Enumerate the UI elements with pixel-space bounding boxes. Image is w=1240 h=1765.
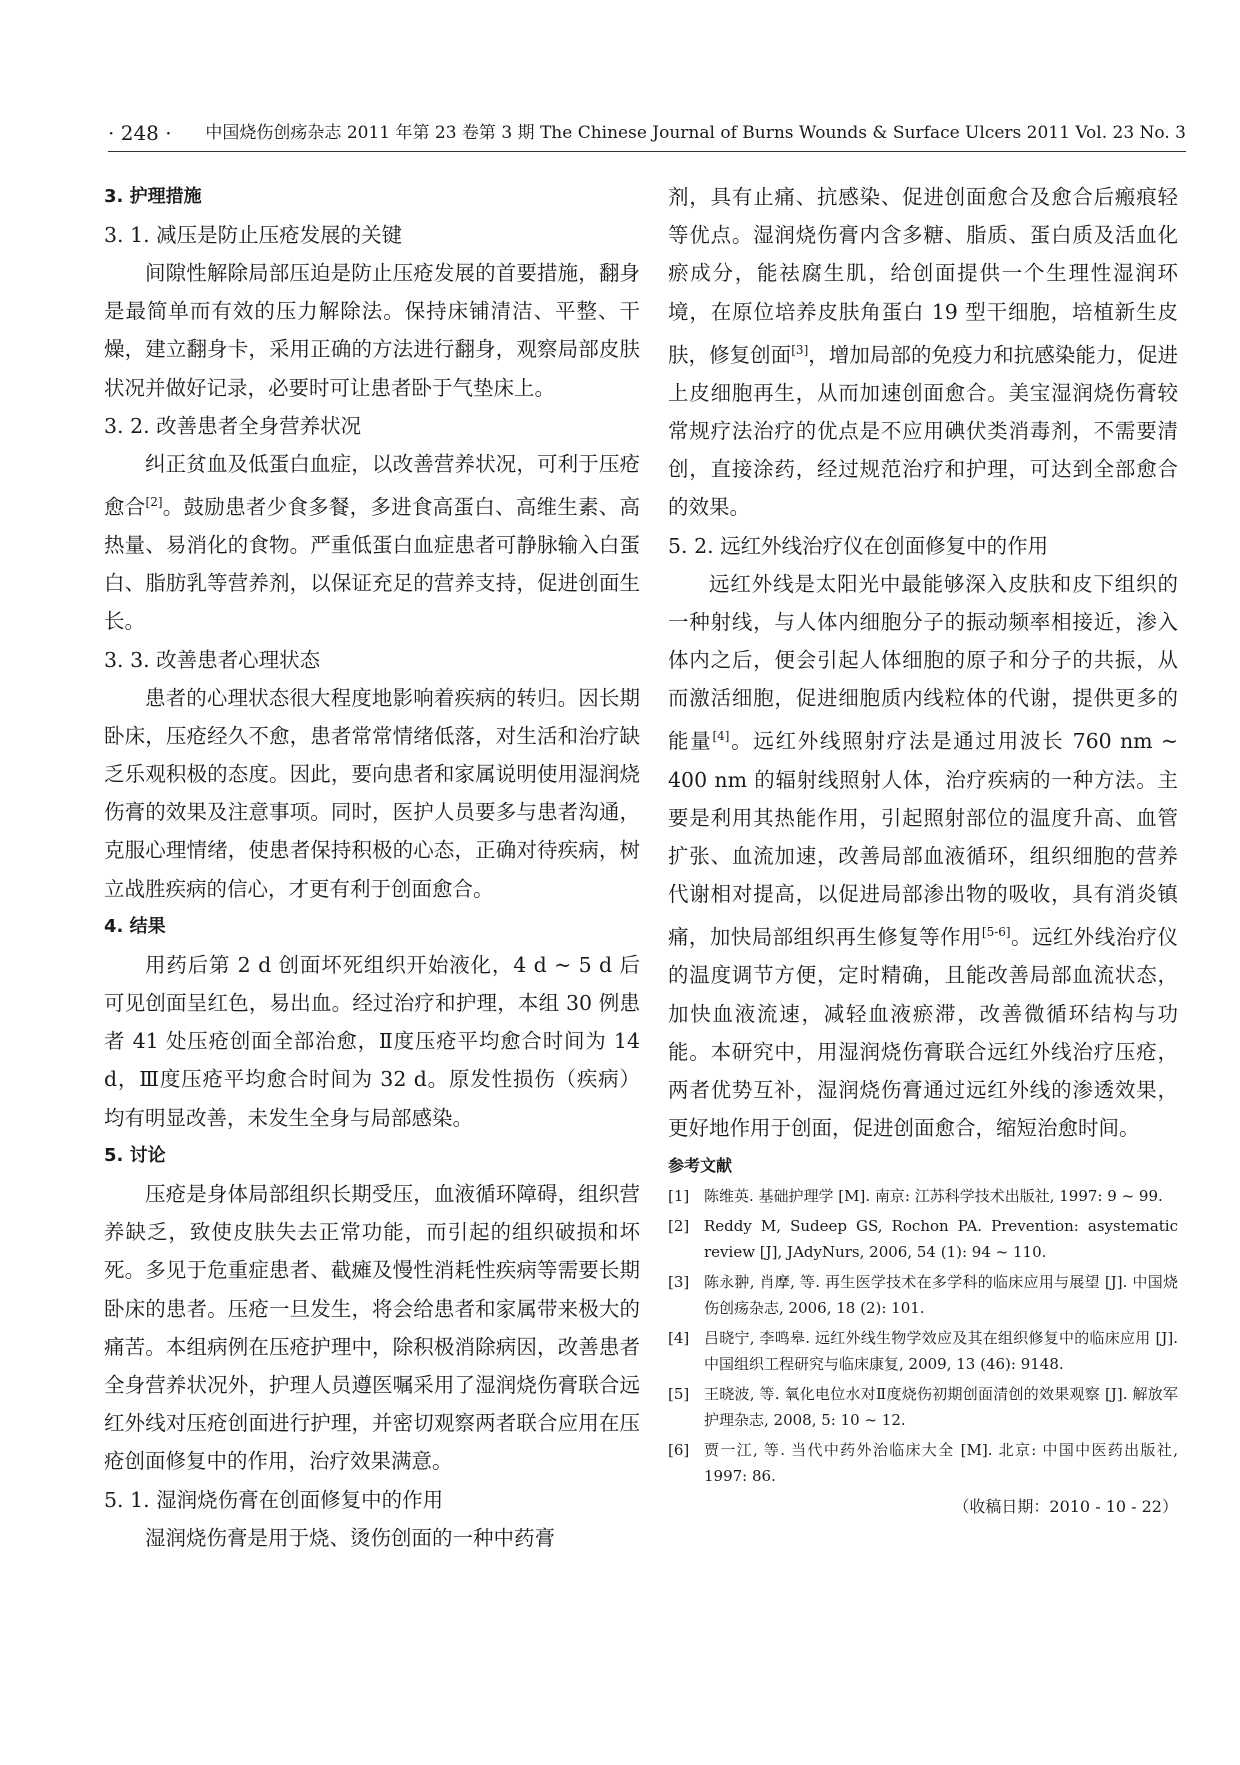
header-rule [108,151,1186,152]
paragraph-5-1-text-a: 剂，具有止痛、抗感染、促进创面愈合及愈合后瘢痕轻等优点。湿润烧伤膏内含多糖、脂质、蛋白质及活血化瘀成分，能祛腐生肌，给创面提供一个生理性湿润环境，在原位培养皮肤角蛋白 19 型干细胞，培植新生皮肤，修复创面 [668,185,1178,367]
reference-list [668,1183,1178,1490]
citation-4: [4] [712,729,730,744]
reference-item [668,1381,1178,1434]
citation-2: [2] [145,495,163,510]
citation-5-6: [5-6] [981,925,1011,940]
section-heading-5: 5. 讨论 [104,1144,166,1166]
paragraph-5-2-text-b: 。远红外线照射疗法是通过用波长 760 nm ~ 400 nm 的辐射线照射人体，治疗疾病的一种方法。主要是利用其热能作用，引起照射部位的温度升高、血管扩张、血流加速，改善局部血液循环，组织细胞的营养代谢相对提高，以促进局部渗出物的吸收，具有消炎镇痛，加快局部组织再生修复等作用 [668,729,1179,950]
reference-number: [2] [668,1216,690,1235]
paragraph-5-2-text-c: 。远红外线治疗仪的温度调节方便，定时精确，且能改善局部血流状态，加快血液流速，减轻血液瘀滞，改善微循环结构与功能。本研究中，用湿润烧伤膏联合远红外线治疗压疮，两者优势互补，湿润烧伤膏通过远红外线的渗透效果，更好地作用于创面，促进创面愈合，缩短治愈时间。 [668,925,1179,1141]
reference-item [668,1183,1178,1210]
paragraph-5-2 [668,565,1178,1148]
reference-number: [6] [668,1440,690,1459]
reference-number: [1] [668,1187,690,1206]
reference-text: Reddy M, Sudeep GS, Rochon PA. Prevention: asystematic review [J], JAdyNurs, 2006, 54 (1): 94 ~ 110. [704,1216,1178,1262]
paragraph-5-1-text-b: ，增加局部的免疫力和抗感染能力，促进上皮细胞再生，从而加速创面愈合。美宝湿润烧伤膏较常规疗法治疗的优点是不应用碘伏类消毒剂，不需要清创，直接涂药，经过规范治疗和护理，可达到全部愈合的效果。 [668,342,1178,520]
reference-text: 陈维英. 基础护理学 [M]. 南京: 江苏科学技术出版社, 1997: 9 ~ 99. [704,1187,1163,1206]
reference-item [668,1269,1178,1322]
reference-number: [3] [668,1272,690,1291]
paragraph-3-2-text-a: 纠正贫血及低蛋白血症，以改善营养状况，可利于压疮愈合 [104,451,640,519]
reference-item [668,1325,1178,1378]
left-column [104,178,640,1557]
reference-text: 王晓波, 等. 氧化电位水对Ⅱ度烧伤初期创面清创的效果观察 [J]. 解放军护理杂志, 2008, 5: 10 ~ 12. [704,1384,1178,1430]
reference-number: [5] [668,1384,690,1403]
references-heading: 参考文献 [668,1156,733,1176]
journal-title: 中国烧伤创疡杂志 2011 年第 23 卷第 3 期 The Chinese Journal of Burns Wounds & Surface Ulcers 2011 Vol. 23 No. 3 [205,123,1186,143]
paragraph-5-1-continued [668,178,1178,527]
paragraph-3-3: 患者的心理状态很大程度地影响着疾病的转归。因长期卧床，压疮经久不愈，患者常常情绪低落，对生活和治疗缺乏乐观积极的态度。因此，要向患者和家属说明使用湿润烧伤膏的效果及注意事项。同时，医护人员要多与患者沟通，克服心理情绪，使患者保持积极的心态，正确对待疾病，树立战胜疾病的信心，才更有利于创面愈合。 [104,685,640,901]
section-heading-4: 4. 结果 [104,915,166,937]
running-header [108,118,1186,148]
page-number: · 248 · [108,121,172,145]
subsection-heading-3-2: 3. 2. 改善患者全身营养状况 [104,413,362,438]
reference-text: 贾一江, 等. 当代中药外治临床大全 [M]. 北京: 中国中医药出版社, 1997: 86. [704,1440,1178,1486]
paragraph-4: 用药后第 2 d 创面坏死组织开始液化，4 d ~ 5 d 后可见创面呈红色，易出血。经过治疗和护理，本组 30 例患者 41 处压疮创面全部治愈，Ⅱ度压疮平均愈合时间为 14 d，Ⅲ度压疮平均愈合时间为 32 d。原发性损伤（疾病）均有明显改善，未发生全身与局部感染。 [104,952,640,1130]
subsection-heading-3-3: 3. 3. 改善患者心理状态 [104,647,321,672]
subsection-heading-5-2: 5. 2. 远红外线治疗仪在创面修复中的作用 [668,533,1049,558]
paragraph-5-1-start: 湿润烧伤膏是用于烧、烫伤创面的一种中药膏 [145,1525,555,1550]
subsection-heading-5-1: 5. 1. 湿润烧伤膏在创面修复中的作用 [104,1487,444,1512]
paragraph-5-2-text-a: 远红外线是太阳光中最能够深入皮肤和皮下组织的一种射线，与人体内细胞分子的振动频率相接近，渗入体内之后，便会引起人体细胞的原子和分子的共振，从而激活细胞，促进细胞质内线粒体的代谢，提供更多的能量 [668,571,1178,754]
section-heading-3: 3. 护理措施 [104,186,202,207]
paragraph-3-2-text-b: 。鼓励患者少食多餐，多进食高蛋白、高维生素、高热量、易消化的食物。严重低蛋白血症患者可静脉输入白蛋白、脂肪乳等营养剂，以保证充足的营养支持，促进创面生长。 [104,494,641,634]
paragraph-3-2 [104,445,640,641]
reference-number: [4] [668,1328,690,1347]
paragraph-3-1: 间隙性解除局部压迫是防止压疮发展的首要措施，翻身是最简单而有效的压力解除法。保持床铺清洁、平整、干燥，建立翻身卡，采用正确的方法进行翻身，观察局部皮肤状况并做好记录，必要时可让患者卧于气垫床上。 [104,261,640,400]
reference-text: 吕晓宁, 李鸣皋. 远红外线生物学效应及其在组织修复中的临床应用 [J]. 中国组织工程研究与临床康复, 2009, 13 (46): 9148. [704,1328,1178,1374]
subsection-heading-3-1: 3. 1. 减压是防止压疮发展的关键 [104,223,403,247]
reference-text: 陈永翀, 肖摩, 等. 再生医学技术在多学科的临床应用与展望 [J]. 中国烧伤创疡杂志, 2006, 18 (2): 101. [704,1272,1178,1318]
reference-item [668,1213,1178,1266]
right-column [668,178,1178,1493]
reference-item [668,1437,1178,1490]
received-date: （收稿日期：2010 - 10 - 22） [953,1497,1178,1516]
paragraph-5: 压疮是身体局部组织长期受压，血液循环障碍，组织营养缺乏，致使皮肤失去正常功能，而引起的组织破损和坏死。多见于危重症患者、截瘫及慢性消耗性疾病等需要长期卧床的患者。压疮一旦发生，将会给患者和家属带来极大的痛苦。本组病例在压疮护理中，除积极消除病因，改善患者全身营养状况外，护理人员遵医嘱采用了湿润烧伤膏联合远红外线对压疮创面进行护理，并密切观察两者联合应用在压疮创面修复中的作用，治疗效果满意。 [104,1181,640,1474]
citation-3: [3] [791,342,809,357]
